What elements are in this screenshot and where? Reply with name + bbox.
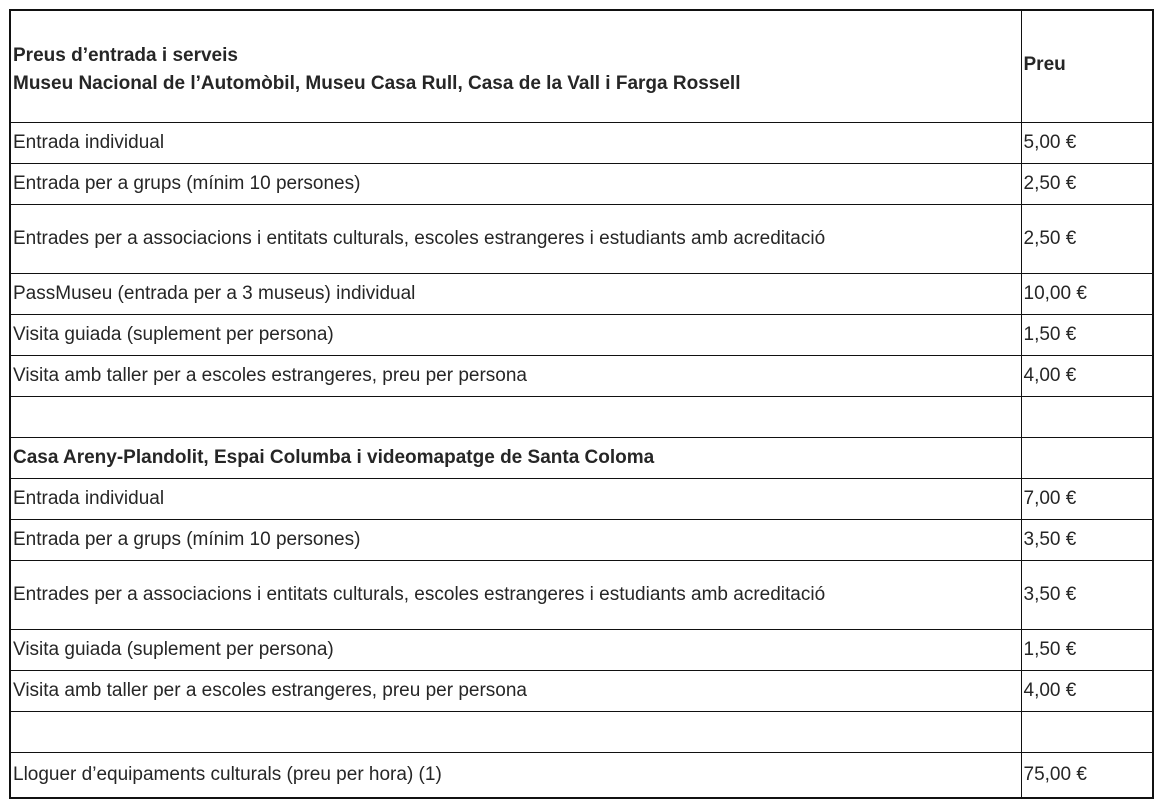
row-price: 2,50 €	[1021, 205, 1153, 274]
price-table	[9, 9, 1154, 799]
header-title-line1: Preus d’entrada i serveis	[13, 44, 238, 66]
row-label: Entrada per a grups (mínim 10 persones)	[10, 520, 1021, 561]
row-price: 10,00 €	[1021, 274, 1153, 315]
header-title-cell	[10, 10, 1021, 123]
section-title-row	[10, 438, 1153, 479]
row-label: Entrada individual	[10, 479, 1021, 520]
row-label: Visita guiada (suplement per persona)	[10, 315, 1021, 356]
table-row	[10, 561, 1153, 630]
row-price: 7,00 €	[1021, 479, 1153, 520]
table-row	[10, 315, 1153, 356]
table-row	[10, 479, 1153, 520]
row-price: 1,50 €	[1021, 630, 1153, 671]
table-row	[10, 356, 1153, 397]
row-price: 3,50 €	[1021, 520, 1153, 561]
empty-cell	[10, 712, 1021, 753]
row-label: Visita guiada (suplement per persona)	[10, 630, 1021, 671]
row-price: 2,50 €	[1021, 164, 1153, 205]
row-label: PassMuseu (entrada per a 3 museus) individual	[10, 274, 1021, 315]
empty-cell	[1021, 397, 1153, 438]
row-label: Entrades per a associacions i entitats culturals, escoles estrangeres i estudiants amb acreditació	[10, 205, 1021, 274]
table-row	[10, 671, 1153, 712]
row-price: 4,00 €	[1021, 356, 1153, 397]
table-row	[10, 274, 1153, 315]
empty-cell	[10, 397, 1021, 438]
spacer-row	[10, 712, 1153, 753]
empty-cell	[1021, 712, 1153, 753]
row-price: 4,00 €	[1021, 671, 1153, 712]
empty-cell	[1021, 438, 1153, 479]
row-label: Visita amb taller per a escoles estrangeres, preu per persona	[10, 356, 1021, 397]
header-price-label: Preu	[1021, 10, 1153, 123]
row-label: Entrada per a grups (mínim 10 persones)	[10, 164, 1021, 205]
header-title-line2: Museu Nacional de l’Automòbil, Museu Casa Rull, Casa de la Vall i Farga Rossell	[13, 72, 741, 94]
row-label: Visita amb taller per a escoles estrangeres, preu per persona	[10, 671, 1021, 712]
row-label: Entrada individual	[10, 123, 1021, 164]
row-price: 75,00 €	[1021, 753, 1153, 799]
table-row	[10, 123, 1153, 164]
table-row	[10, 630, 1153, 671]
table-row	[10, 520, 1153, 561]
table-header-row	[10, 10, 1153, 123]
row-label: Entrades per a associacions i entitats culturals, escoles estrangeres i estudiants amb acreditació	[10, 561, 1021, 630]
spacer-row	[10, 397, 1153, 438]
section-title: Casa Areny-Plandolit, Espai Columba i videomapatge de Santa Coloma	[10, 438, 1021, 479]
row-price: 3,50 €	[1021, 561, 1153, 630]
table-row	[10, 164, 1153, 205]
row-label: Lloguer d’equipaments culturals (preu per hora) (1)	[10, 753, 1021, 799]
table-row	[10, 753, 1153, 799]
row-price: 1,50 €	[1021, 315, 1153, 356]
row-price: 5,00 €	[1021, 123, 1153, 164]
table-row	[10, 205, 1153, 274]
